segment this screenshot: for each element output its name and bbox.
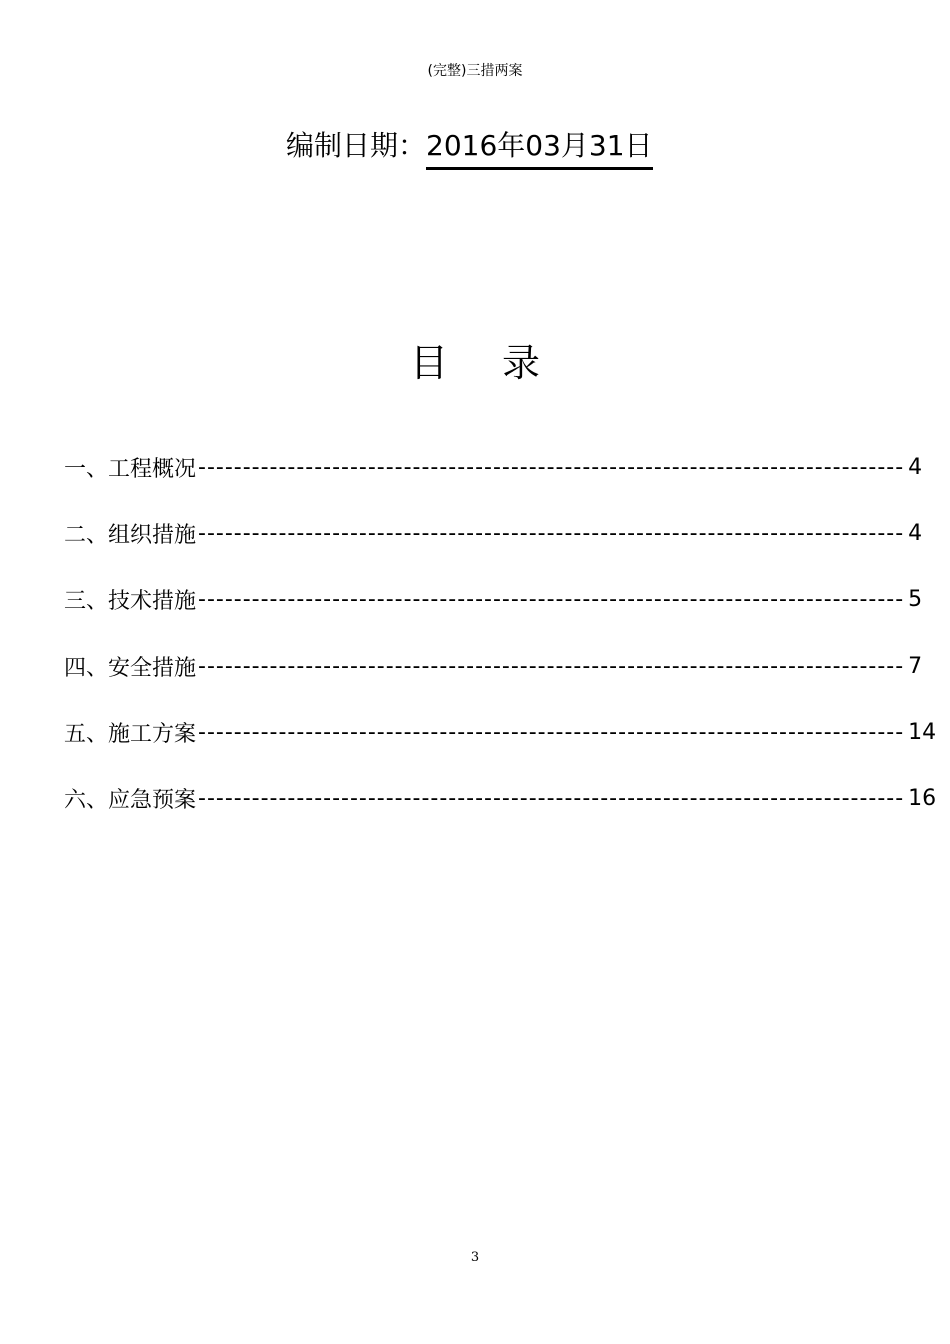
toc-item-label: 一、工程概况 bbox=[64, 456, 197, 482]
compile-date-label: 编制日期： bbox=[286, 129, 427, 162]
toc-dot-leader: ------------------------------------------------------------------------------- bbox=[198, 520, 905, 546]
toc-item-label: 四、安全措施 bbox=[64, 655, 197, 681]
toc-item-construction-plan[interactable] bbox=[64, 714, 937, 752]
compile-date bbox=[286, 126, 653, 170]
page-number: 3 bbox=[470, 1250, 480, 1265]
toc-item-safety[interactable] bbox=[64, 647, 923, 685]
toc-item-emergency-plan[interactable] bbox=[64, 780, 937, 818]
toc-item-organization[interactable] bbox=[64, 514, 923, 552]
toc-item-page: 5 bbox=[908, 587, 923, 613]
toc-item-label: 六、应急预案 bbox=[64, 788, 197, 814]
toc-item-overview[interactable] bbox=[64, 448, 923, 486]
toc-dot-leader: ------------------------------------------------------------------------------- bbox=[198, 653, 905, 679]
toc-item-technical[interactable] bbox=[64, 581, 923, 619]
toc-dot-leader: ------------------------------------------------------------------------------- bbox=[198, 587, 905, 613]
toc-item-page: 16 bbox=[908, 786, 937, 812]
toc-item-page: 4 bbox=[908, 520, 923, 546]
toc-dot-leader: ------------------------------------------------------------------------------- bbox=[198, 720, 905, 746]
toc-item-label: 五、施工方案 bbox=[64, 722, 197, 748]
toc-item-label: 二、组织措施 bbox=[64, 522, 197, 548]
toc-item-page: 4 bbox=[908, 454, 923, 480]
compile-date-value: 2016年03月31日 bbox=[426, 127, 653, 170]
toc-item-page: 7 bbox=[908, 653, 923, 679]
toc-item-label: 三、技术措施 bbox=[64, 589, 197, 615]
toc-dot-leader: ------------------------------------------------------------------------------- bbox=[198, 454, 905, 480]
toc-dot-leader: ------------------------------------------------------------------------------- bbox=[198, 786, 905, 812]
page-header: (完整)三措两案 bbox=[427, 63, 523, 79]
toc-title: 目录 bbox=[409, 341, 594, 385]
table-of-contents bbox=[64, 448, 937, 846]
toc-item-page: 14 bbox=[908, 720, 937, 746]
